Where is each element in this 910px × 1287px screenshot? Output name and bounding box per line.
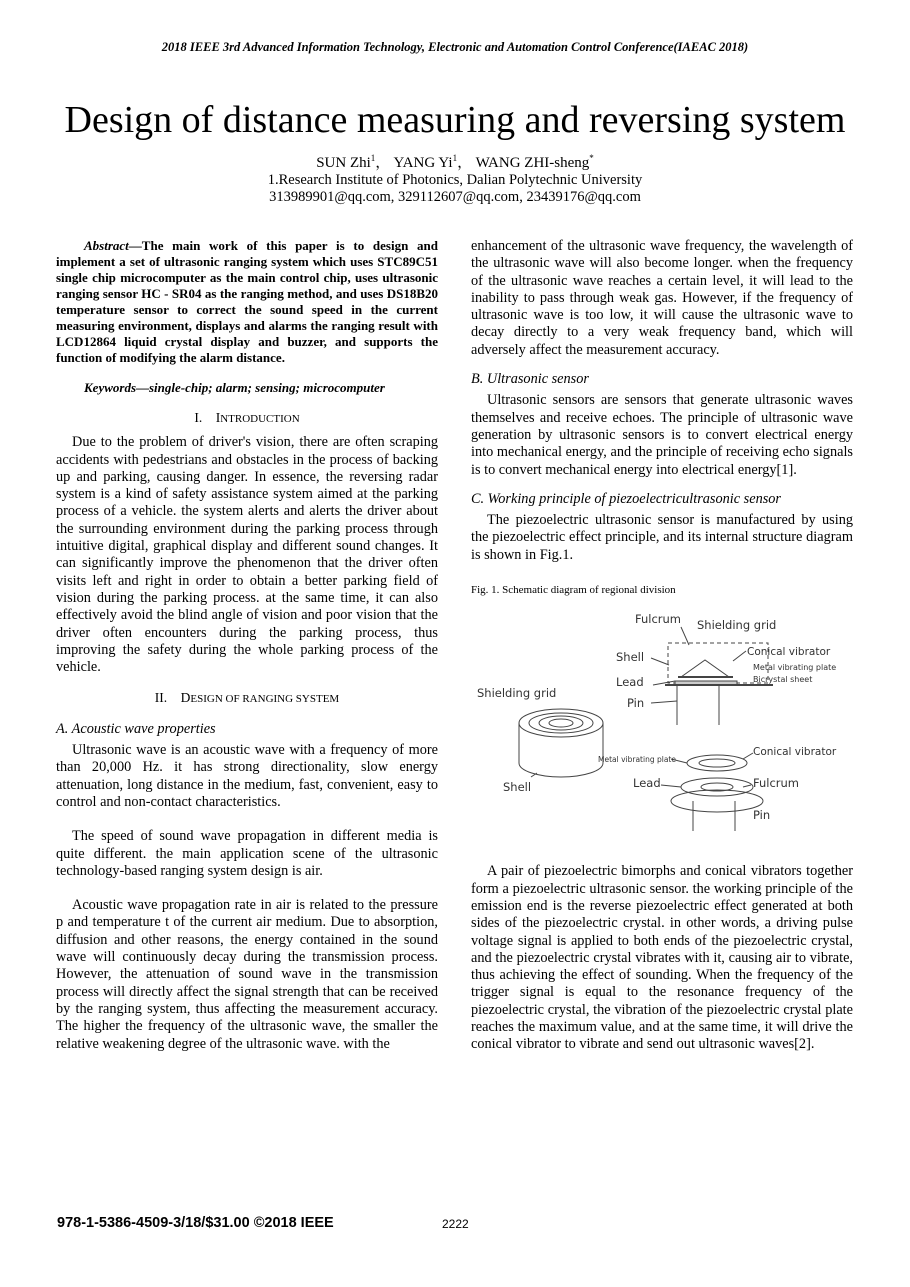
label-lead-bottom: Lead <box>633 776 661 791</box>
label-metal-plate-bottom: Metal vibrating plate <box>598 755 676 765</box>
figure-caption: Fig. 1. Schematic diagram of regional division <box>471 584 676 597</box>
label-conical-top: Conical vibrator <box>747 646 831 659</box>
label-shell-top: Shell <box>616 650 645 665</box>
section-initial: D <box>180 690 191 706</box>
paragraph: The piezoelectric ultrasonic sensor is manufactured by using the piezoelectric effect principle, and its internal structure diagram is shown in Fig.1. <box>471 512 853 563</box>
page-number: 2222 <box>442 1217 469 1231</box>
author-separator: ， <box>457 155 473 171</box>
author-name: SUN Zhi <box>316 155 371 171</box>
label-fulcrum-top: Fulcrum <box>635 612 682 627</box>
section-heading-design <box>56 689 438 708</box>
author-name: YANG Yi <box>393 155 453 171</box>
abstract-label: Abstract <box>84 238 129 253</box>
conical-vibrator-shape <box>681 660 729 677</box>
paragraph: Acoustic wave propagation rate in air is related to the pressure p and temperature t of the current air medium. Due to absorption, diffusion and other reasons, the energy contained in the sound wave will continuously decay during the transmission process. However, the attenuation of sound wave in the transmission process will directly affect the signal strength that can be received by the ranging system, thus affecting the measurement accuracy. The higher the frequency of the ultrasonic wave, the smaller the relative weakening degree of the ultrasonic wave. with the <box>56 897 438 1052</box>
section-heading-introduction <box>56 409 438 428</box>
subsection-heading: C. Working principle of piezoelectricultrasonic sensor <box>471 490 782 507</box>
paper-title: Design of distance measuring and reversing system <box>64 99 846 141</box>
metal-plate-bottom-shape <box>681 778 753 796</box>
author-mark: * <box>589 153 594 163</box>
label-lead-top: Lead <box>616 675 644 690</box>
label-conical-bottom: Conical vibrator <box>753 746 837 759</box>
conference-header: 2018 IEEE 3rd Advanced Information Technology, Electronic and Automation Control Conference(IAEAC 2018) <box>161 40 749 54</box>
abstract-text: The main work of this paper is to design and implement a set of ultrasonic ranging system which uses STC89C51 single chip microcomputer as the main control chip, uses ultrasonic ranging sensor HC - SR04 as the ranging method, and uses DS18B20 temperature sensor to correct the sound speed in the current measuring environment, displays and alarms the ranging result with LCD12864 liquid crystal display and buzzer, and supports the function of modifying the alarm distance. <box>56 238 438 365</box>
section-number: II. <box>154 690 168 706</box>
label-shell-left: Shell <box>503 780 532 795</box>
keywords <box>56 380 438 396</box>
keywords-label: Keywords <box>84 380 136 395</box>
label-pin-top: Pin <box>627 696 645 711</box>
shell-cylinder-shape <box>519 723 603 777</box>
paragraph: The speed of sound wave propagation in different media is quite different. the main application scene of the ultrasonic technology-based ranging system design is air. <box>56 828 438 879</box>
abstract-dash: — <box>128 238 142 253</box>
author-mark: 1 <box>452 153 458 163</box>
section-number: I. <box>194 410 203 425</box>
conical-vibrator-bottom-shape <box>687 755 747 771</box>
affiliation-block <box>0 172 910 206</box>
subsection-heading: A. Acoustic wave properties <box>56 720 216 737</box>
section-rest: NTRODUCTION <box>220 413 300 425</box>
base-disc-shape <box>671 790 763 812</box>
keywords-dash: — <box>136 380 149 395</box>
footer-isbn: 978-1-5386-4509-3/18/$31.00 ©2018 IEEE <box>57 1215 334 1231</box>
label-shielding-top: Shielding grid <box>697 618 777 633</box>
paragraph: Ultrasonic wave is an acoustic wave with a frequency of more than 20,000 Hz. it has strong directionality, slow energy attenuation, long distance in the medium, fast, convenient, easy to control and non-contact characteristics. <box>56 742 438 810</box>
paragraph: enhancement of the ultrasonic wave frequency, the wavelength of the ultrasonic wave will also become longer. when the frequency of the ultrasonic wave reaches a certain level, it will lead to the inability to pass through weak gas. However, if the frequency of ultrasonic wave is too low, it will cause the ultrasonic wave to decay directly to a very weak frequency band, which will adversely affect the measurement accuracy. <box>471 238 853 358</box>
author-name: WANG ZHI-sheng <box>475 155 590 171</box>
right-column <box>471 238 853 1054</box>
emails: 313989901@qq.com, 329112607@qq.com, 23439176@qq.com <box>269 189 641 205</box>
author-mark: 1 <box>370 153 376 163</box>
paragraph: Due to the problem of driver's vision, there are often scraping accidents with pedestrians and obstacles in the process of backing up and parking, causing danger. In essence, the reversing radar system is a kind of safety assistance system aimed at the parking process of a vehicle. the system alerts and alerts the driver about the surrounding environment during the parking process through intuitive digital, graphical display and different sound changes. It can significantly improve the phenomenon that the driver often visits left and right in order to obtain a better parking field of vision during the parking process. at the same time, it can also effectively avoid the blind angle of vision and poor vision that the driver often encounters during the parking process, thus improving the safety during the whole parking process of the vehicle. <box>56 434 438 676</box>
section-rest: ESIGN OF RANGING SYSTEM <box>190 693 340 706</box>
keywords-text: single-chip; alarm; sensing; microcomputer <box>149 380 385 395</box>
label-fulcrum-bottom: Fulcrum <box>753 776 800 791</box>
affiliation: 1.Research Institute of Photonics, Dalian Polytechnic University <box>267 172 643 188</box>
section-initial: I <box>215 410 221 425</box>
label-shielding-left: Shielding grid <box>477 686 557 701</box>
left-column <box>56 238 438 1053</box>
author-separator: ， <box>375 155 391 171</box>
paragraph: A pair of piezoelectric bimorphs and conical vibrators together form a piezoelectric ultrasonic sensor. the working principle of the emission end is the reverse piezoelectric effect generated at both sides of the piezoelectric crystal. in other words, a driving pulse voltage signal is applied to both ends of the piezoelectric crystal, and the piezoelectric crystal vibrates with it, causing air to vibrate, thus achieving the effect of sounding. When the frequency of the trigger signal is equal to the resonance frequency of the piezoelectric crystal, the vibration of the piezoelectric crystal plate reaches the maximum value, and at the same time, it will drive the conical vibrator to vibrate and send out ultrasonic waves[2]. <box>471 863 853 1053</box>
author-list <box>0 151 910 172</box>
label-metal-plate-top: Metal vibrating plate <box>753 663 837 673</box>
label-bicrystal: Bicrystal sheet <box>753 675 813 685</box>
paragraph: Ultrasonic sensors are sensors that generate ultrasonic waves themselves and receive echoes. The principle of ultrasonic wave generation by ultrasonic sensors is to convert electrical energy into mechanical energy, and the principle of receiving echo signals is to convert mechanical energy into electrical energy[1]. <box>471 392 853 478</box>
label-pin-bottom: Pin <box>753 808 771 823</box>
sensor-structure-figure <box>471 605 853 845</box>
abstract <box>56 238 438 366</box>
subsection-heading: B. Ultrasonic sensor <box>471 371 589 388</box>
